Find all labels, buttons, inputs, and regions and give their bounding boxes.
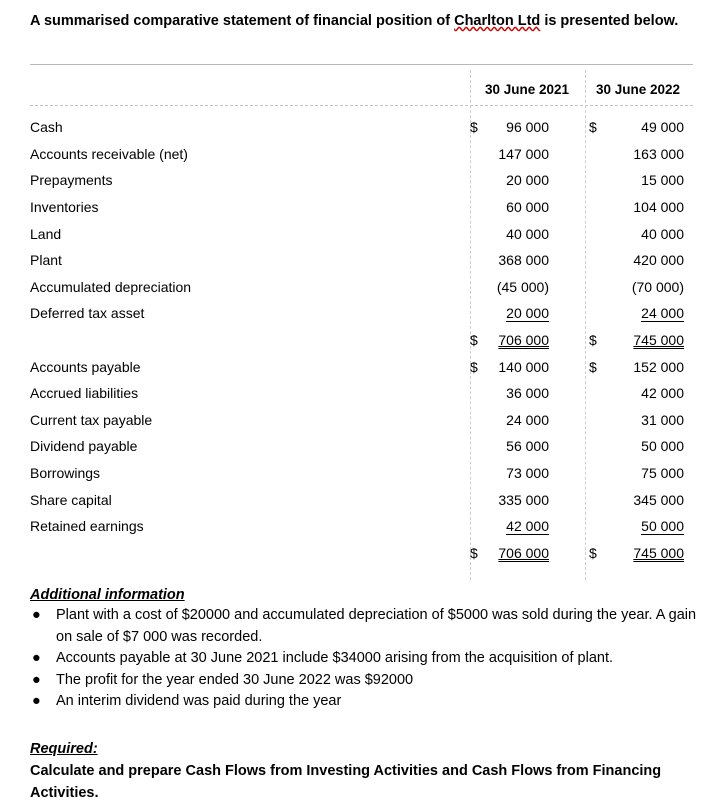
currency-symbol: $ (470, 119, 478, 136)
value-2022: 163 000 (633, 145, 684, 162)
line-item-label: Share capital (30, 491, 112, 508)
value-2022: 24 000 (641, 304, 684, 321)
currency-symbol: $ (470, 332, 478, 349)
currency-symbol: $ (589, 119, 597, 136)
value-2021: 24 000 (506, 411, 549, 428)
value-2021: 706 000 (498, 332, 549, 349)
list-item (30, 670, 710, 692)
line-item-label: Retained earnings (30, 518, 144, 535)
additional-information (30, 586, 710, 713)
bullet-icon: ● (32, 671, 41, 688)
line-item-label: Deferred tax asset (30, 305, 145, 322)
line-item-label: Inventories (30, 199, 99, 216)
value-2021: 20 000 (506, 172, 549, 189)
line-item-row (30, 141, 684, 168)
required-text: Calculate and prepare Cash Flows from Investing Activities and Cash Flows from Financing Activities. (30, 763, 662, 801)
value-2022: 745 000 (633, 544, 684, 561)
value-2022: 31 000 (641, 411, 684, 428)
line-item-label: Prepayments (30, 172, 113, 189)
divider (30, 105, 693, 106)
company-name: Charlton Ltd (454, 13, 541, 29)
currency-symbol: $ (589, 544, 597, 561)
value-2022: 40 000 (641, 225, 684, 242)
list-item (30, 605, 710, 648)
line-item-row (30, 274, 684, 301)
value-2022: (70 000) (631, 278, 684, 295)
required-heading: Required: (30, 741, 98, 757)
value-2022: 345 000 (633, 491, 684, 508)
currency-symbol: $ (589, 358, 597, 375)
financial-position-table (30, 114, 684, 566)
line-item-label: Current tax payable (30, 411, 153, 428)
value-2021: 368 000 (498, 252, 549, 269)
divider (30, 64, 693, 65)
value-2021: 60 000 (506, 199, 549, 216)
value-2021: 73 000 (506, 465, 549, 482)
list-item (30, 691, 710, 713)
line-item-label: Accrued liabilities (30, 385, 139, 402)
total-row (30, 327, 684, 354)
value-2022: 50 000 (641, 438, 684, 455)
line-item-label: Borrowings (30, 465, 101, 482)
line-item-label: Dividend payable (30, 438, 138, 455)
line-item-row (30, 114, 684, 141)
currency-symbol: $ (470, 358, 478, 375)
value-2022: 104 000 (633, 199, 684, 216)
value-2021: 147 000 (498, 145, 549, 162)
list-item-text: Accounts payable at 30 June 2021 include $34000 arising from the acquisition of plant. (56, 650, 614, 666)
value-2022: 50 000 (641, 517, 684, 534)
assets-section (30, 114, 684, 353)
value-2021: 20 000 (506, 304, 549, 321)
required-section (30, 738, 710, 804)
bullet-icon: ● (32, 693, 41, 709)
line-item-label: Cash (30, 119, 63, 136)
list-item-text: The profit for the year ended 30 June 2022 was $92000 (56, 671, 414, 688)
value-2021: 56 000 (506, 438, 549, 455)
value-2022: 420 000 (633, 252, 684, 269)
column-header-2021: 30 June 2021 (485, 82, 570, 97)
list-item-text: An interim dividend was paid during the year (56, 693, 342, 709)
line-item-row (30, 380, 684, 407)
line-item-row (30, 220, 684, 247)
line-item-row (30, 513, 684, 540)
line-item-label: Accumulated depreciation (30, 278, 192, 295)
bullet-icon: ● (32, 650, 41, 666)
line-item-label: Accounts receivable (net) (30, 145, 188, 162)
line-item-row (30, 194, 684, 221)
value-2021: 335 000 (498, 491, 549, 508)
value-2021: 42 000 (506, 517, 549, 534)
additional-heading: Additional information (30, 587, 185, 603)
value-2021: 96 000 (506, 119, 549, 136)
line-item-row (30, 486, 684, 513)
line-item-row (30, 300, 684, 327)
value-2022: 75 000 (641, 465, 684, 482)
liabilities-section (30, 353, 684, 566)
line-item-row (30, 353, 684, 380)
value-2022: 49 000 (641, 119, 684, 136)
bullet-icon: ● (32, 607, 41, 623)
total-row (30, 540, 684, 567)
value-2021: (45 000) (496, 278, 549, 295)
list-item-text: Plant with a cost of $20000 and accumulated depreciation of $5000 was sold during the year. A gain on sale of $7 000 was recorded. (56, 607, 697, 645)
intro-prefix: A summarised comparative statement of financial position of (30, 13, 451, 29)
value-2022: 745 000 (633, 332, 684, 349)
value-2022: 15 000 (641, 172, 684, 189)
value-2022: 152 000 (633, 358, 684, 375)
intro-suffix: is presented below. (544, 13, 679, 29)
intro-paragraph (30, 10, 700, 32)
line-item-row (30, 433, 684, 460)
value-2022: 42 000 (641, 385, 684, 402)
column-header-2022: 30 June 2022 (596, 82, 681, 97)
line-item-row (30, 167, 684, 194)
value-2021: 40 000 (506, 225, 549, 242)
line-item-row (30, 407, 684, 434)
currency-symbol: $ (470, 544, 478, 561)
line-item-label: Plant (30, 252, 62, 269)
value-2021: 140 000 (498, 358, 549, 375)
value-2021: 36 000 (506, 385, 549, 402)
additional-list (30, 605, 710, 713)
currency-symbol: $ (589, 332, 597, 349)
line-item-row (30, 460, 684, 487)
line-item-row (30, 247, 684, 274)
line-item-label: Accounts payable (30, 358, 141, 375)
list-item (30, 648, 710, 670)
value-2021: 706 000 (498, 544, 549, 561)
line-item-label: Land (30, 225, 62, 242)
